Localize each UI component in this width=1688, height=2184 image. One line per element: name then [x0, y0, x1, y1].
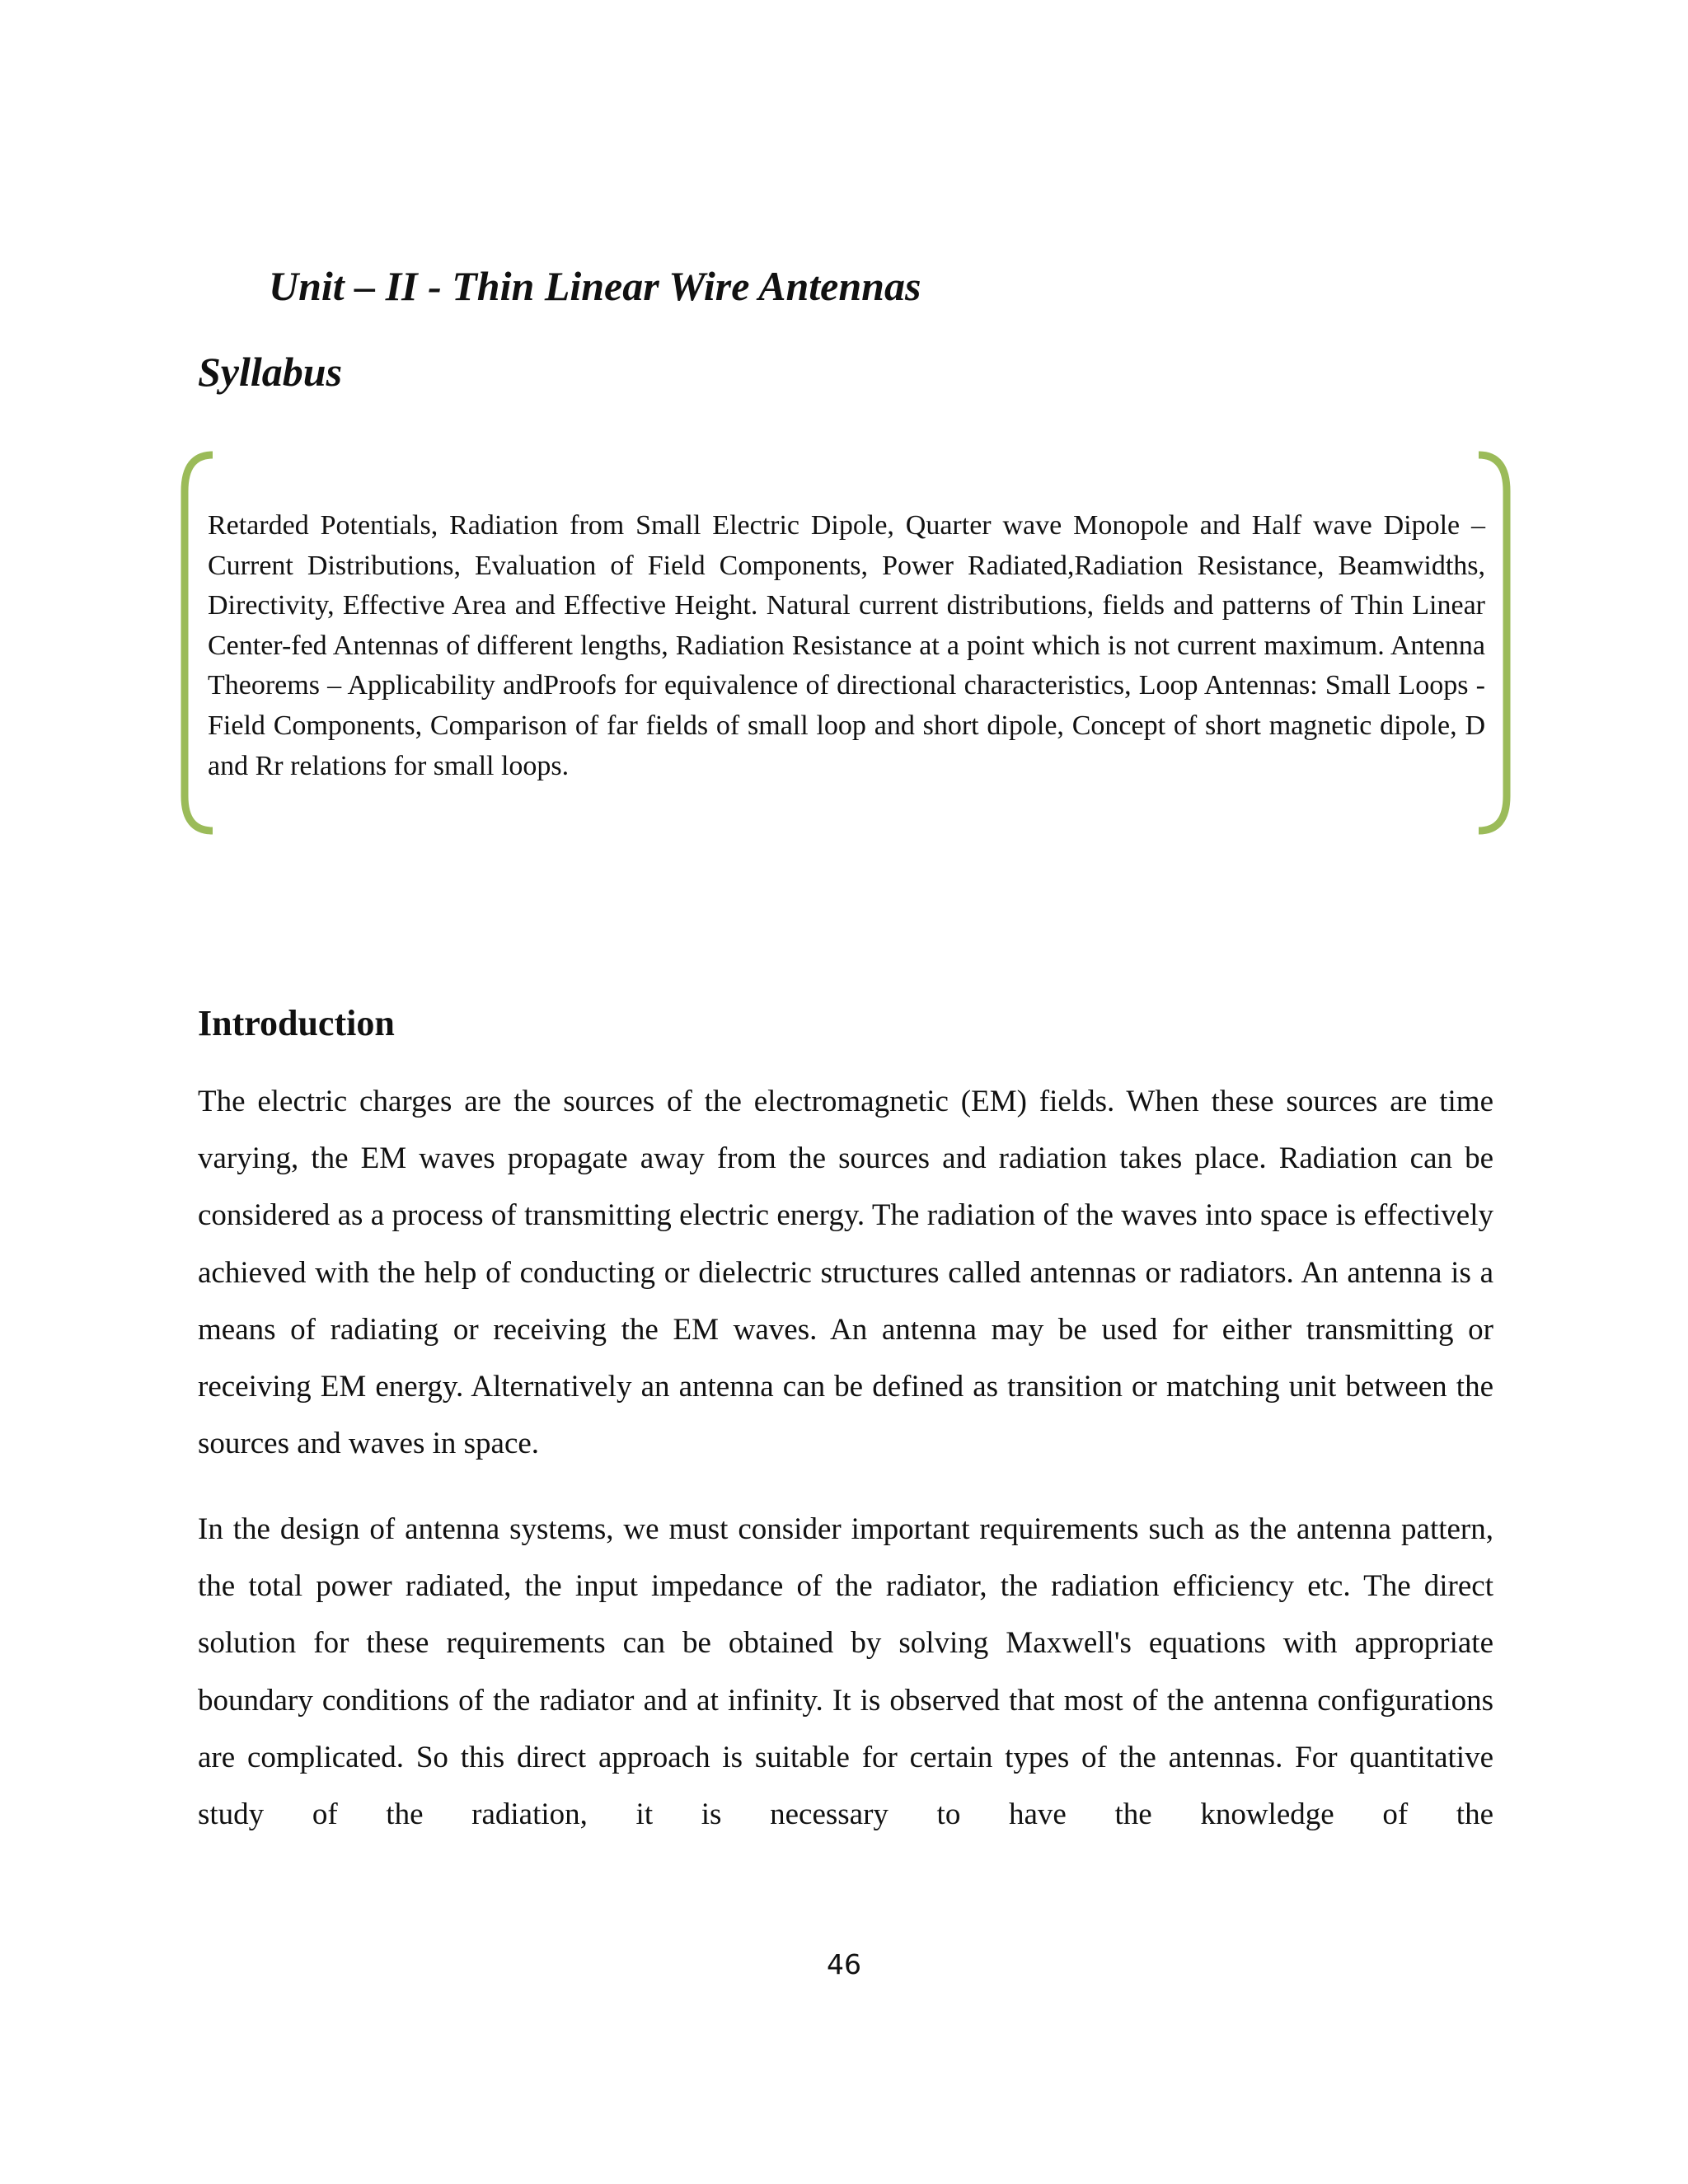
introduction-paragraph-1: The electric charges are the sources of the electromagnetic (EM) fields. When these sources are time varying, the EM waves propagate away from the sources and radiation takes place. Radiation can be considered as a process of transmitting electric energy. The radiation of the waves into space is effectively achieved with the help of conducting or dielectric structures called antennas or radiators. An antenna is a means of radiating or receiving the EM waves. An antenna may be used for either transmitting or receiving EM energy. Alternatively an antenna can be defined as transition or matching unit between the sources and waves in space. [198, 1085, 1493, 1461]
syllabus-box [178, 450, 1513, 837]
introduction-paragraph-2: In the design of antenna systems, we must consider important requirements such as the antenna pattern, the total power radiated, the input impedance of the radiator, the radiation efficiency etc. The direct solution for these requirements can be obtained by solving Maxwell's equations with appropriate boundary conditions of the radiator and at infinity. It is observed that most of the antenna configurations are complicated. So this direct approach is suitable for certain types of the antennas. For quantitative study of the radiation, it is necessary to have the knowledge of the [198, 1512, 1493, 1832]
syllabus-heading: Syllabus [198, 349, 343, 395]
page-number: 46 [827, 1948, 861, 1980]
unit-title: Unit – II - Thin Linear Wire Antennas [269, 263, 921, 309]
introduction-heading: Introduction [198, 1003, 395, 1043]
syllabus-text: Retarded Potentials, Radiation from Small Electric Dipole, Quarter wave Monopole and Half wave Dipole –Current Distributions, Evaluation of Field Components, Power Radiated,Radiation Resistance, Beamwidths, Directivity, Effective Area and Effective Height. Natural current distributions, fields and patterns of Thin Linear Center-fed Antennas of different lengths, Radiation Resistance at a point which is not current maximum. Antenna Theorems – Applicability andProofs for equivalence of directional characteristics, Loop Antennas: Small Loops - Field Components, Comparison of far fields of small loop and short dipole, Concept of short magnetic dipole, D and Rr relations for small loops. [208, 510, 1485, 781]
